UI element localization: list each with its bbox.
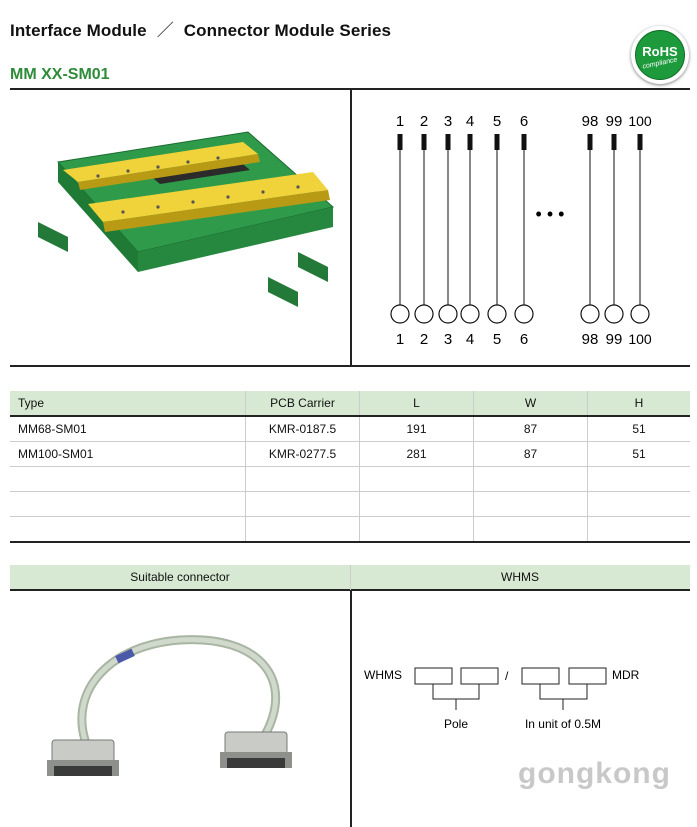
cell-empty xyxy=(360,517,474,543)
unit-label: In unit of 0.5M xyxy=(524,717,602,731)
wire-terminal-ring xyxy=(488,305,506,323)
wire-top-label: 2 xyxy=(419,113,429,130)
wire-top-label: 100 xyxy=(628,113,652,129)
wire-pin xyxy=(495,134,500,150)
cell-empty xyxy=(10,467,246,492)
wire-bottom-label: 98 xyxy=(581,331,599,348)
cell-empty xyxy=(10,517,246,543)
wire-top-label: 1 xyxy=(395,113,405,130)
wire-top-label: 99 xyxy=(605,113,623,130)
code-box-1 xyxy=(415,668,452,684)
suitable-connector-label: Suitable connector xyxy=(130,570,230,584)
col-type: Type xyxy=(10,391,246,416)
cell-l: 281 xyxy=(360,442,474,467)
wire-bottom-label: 6 xyxy=(519,331,529,348)
wire-terminal-ring xyxy=(631,305,649,323)
title-right: Connector Module Series xyxy=(183,21,392,40)
wire-top-label: 5 xyxy=(492,113,502,130)
page-title xyxy=(10,16,391,41)
spec-table xyxy=(10,391,690,543)
cell-empty xyxy=(588,492,691,517)
wire-bottom-label: 4 xyxy=(465,331,475,348)
unit-bracket xyxy=(540,684,587,710)
model-code: MM XX-SM01 xyxy=(10,66,110,83)
wire-top-label: 4 xyxy=(465,113,475,130)
code-slash: / xyxy=(505,669,509,683)
table-row xyxy=(10,492,690,517)
wire-bottom-label: 3 xyxy=(443,331,453,348)
connector-header-divider xyxy=(350,565,351,590)
wire-pin xyxy=(446,134,451,150)
cell-empty xyxy=(246,492,360,517)
rohs-main-text: RoHS xyxy=(642,44,678,59)
col-w: W xyxy=(474,391,588,416)
wire-pin xyxy=(612,134,617,150)
cell-type: MM68-SM01 xyxy=(10,416,246,442)
wire-pin xyxy=(588,134,593,150)
spec-header-row xyxy=(10,391,690,416)
wire-terminal-ring xyxy=(439,305,457,323)
wire-bottom-label: 2 xyxy=(419,331,429,348)
wire-top-label: 6 xyxy=(519,113,529,130)
cell-l: 191 xyxy=(360,416,474,442)
cell-h: 51 xyxy=(588,416,691,442)
cell-empty xyxy=(474,492,588,517)
wire-pin xyxy=(398,134,403,150)
section-rule xyxy=(10,365,690,367)
pole-bracket xyxy=(433,684,479,710)
cell-empty xyxy=(474,467,588,492)
title-separator: ／ xyxy=(156,21,174,40)
code-suffix: MDR xyxy=(612,668,640,682)
table-row xyxy=(10,442,690,467)
table-row xyxy=(10,467,690,492)
wire-terminal-ring xyxy=(605,305,623,323)
wire-bottom-label: 100 xyxy=(628,331,652,347)
wire-terminal-ring xyxy=(461,305,479,323)
wiring-ellipsis: • • • xyxy=(535,204,565,224)
ordering-code xyxy=(360,660,690,740)
table-row xyxy=(10,416,690,442)
rohs-sub-text: compliance xyxy=(641,56,679,71)
cell-h: 51 xyxy=(588,442,691,467)
table-row xyxy=(10,517,690,543)
cell-empty xyxy=(10,492,246,517)
whms-label: WHMS xyxy=(501,570,539,584)
cell-empty xyxy=(360,492,474,517)
cell-type: MM100-SM01 xyxy=(10,442,246,467)
wire-bottom-label: 1 xyxy=(395,331,405,348)
wire-pin xyxy=(468,134,473,150)
wire-top-label: 98 xyxy=(581,113,599,130)
col-pcb-carrier: PCB Carrier xyxy=(246,391,360,416)
cell-empty xyxy=(360,467,474,492)
wire-bottom-label: 5 xyxy=(492,331,502,348)
module-image xyxy=(28,112,340,312)
code-prefix: WHMS xyxy=(364,668,402,682)
rohs-badge xyxy=(631,26,689,84)
watermark: gongkong xyxy=(518,757,671,790)
cell-empty xyxy=(588,467,691,492)
cell-empty xyxy=(246,467,360,492)
left-connector-plug xyxy=(47,740,119,776)
pole-label: Pole xyxy=(443,717,469,731)
cell-pcb: KMR-0187.5 xyxy=(246,416,360,442)
wire-pin xyxy=(522,134,527,150)
col-h: H xyxy=(588,391,691,416)
wiring-diagram xyxy=(352,90,690,365)
cell-w: 87 xyxy=(474,416,588,442)
connector-divider xyxy=(350,590,352,827)
wire-terminal-ring xyxy=(581,305,599,323)
wire-terminal-ring xyxy=(415,305,433,323)
cable-image xyxy=(30,600,330,800)
wire-top-label: 3 xyxy=(443,113,453,130)
right-connector-plug xyxy=(220,732,292,768)
title-left: Interface Module xyxy=(10,21,147,40)
cell-empty xyxy=(246,517,360,543)
code-box-4 xyxy=(569,668,606,684)
cell-w: 87 xyxy=(474,442,588,467)
cell-empty xyxy=(474,517,588,543)
wire-terminal-ring xyxy=(391,305,409,323)
code-box-2 xyxy=(461,668,498,684)
wire-terminal-ring xyxy=(515,305,533,323)
cell-pcb: KMR-0277.5 xyxy=(246,442,360,467)
cell-empty xyxy=(588,517,691,543)
col-l: L xyxy=(360,391,474,416)
wire-pin xyxy=(638,134,643,150)
code-box-3 xyxy=(522,668,559,684)
wire-bottom-label: 99 xyxy=(605,331,623,348)
wire-pin xyxy=(422,134,427,150)
